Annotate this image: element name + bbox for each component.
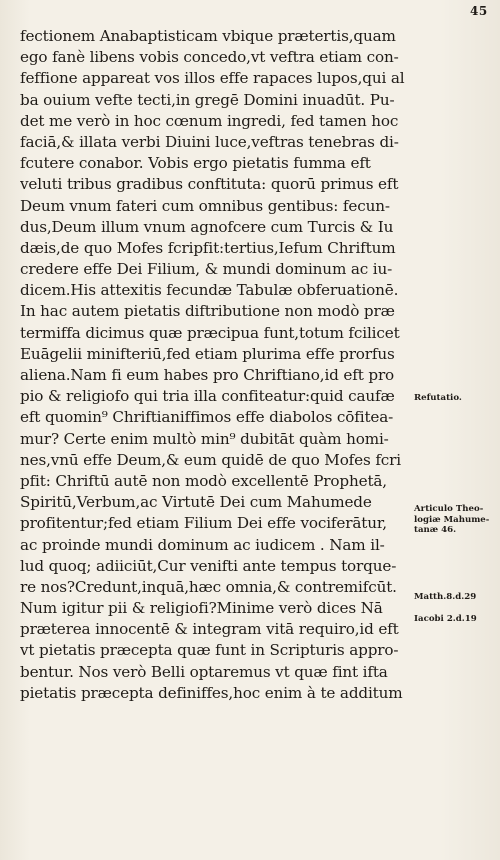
text-line: dicem.His attexitis fecundæ Tabulæ obferuationē. [20,281,399,300]
text-line: lud quoq; adiiciūt,Cur venifti ante tempus torque- [20,556,397,575]
text-line: nes,vnū effe Deum,& eum quidē de quo Mofes fcri [20,450,401,469]
text-line: veluti tribus gradibus conftituta: quorū primus eft [20,175,399,194]
text-line: profitentur;fed etiam Filium Dei effe vociferātur, [20,514,387,533]
main-text-block [20,26,408,704]
margin-note-line: Matth.8.d.29 [414,592,477,602]
text-line: Num igitur pii & religiofi?Minime verò dices Nā [20,599,383,618]
margin-note-line: tanæ 46. [414,525,457,535]
text-line: mur? Certe enim multò min⁹ dubitāt quàm homi- [20,429,389,448]
text-line: pietatis præcepta definiffes,hoc enim à te additum [20,683,403,702]
text-line: pfit: Chriftū autē non modò excellentē Prophetā, [20,471,387,490]
margin-note-matthew [414,592,476,603]
text-line: feffione appareat vos illos effe rapaces lupos,qui al [20,69,405,88]
margin-note-line: logiæ Mahume- [414,514,490,525]
text-line: pio & religiofo qui tria illa confiteatur:quid caufæ [20,387,395,406]
text-line: credere effe Dei Filium, & mundi dominum ac iu- [20,260,393,279]
text-line: re nos?Credunt,inquā,hæc omnia,& contremifcūt. [20,577,397,596]
page-number: 45 [470,4,488,18]
margin-note-line: Refutatio. [414,393,462,403]
text-line: In hac autem pietatis diftributione non modò præ [20,302,395,321]
text-line: ba ouium vefte tecti,in gregē Domini inuadūt. Pu- [20,90,395,109]
text-line: aliena.Nam fi eum habes pro Chriftiano,id eft pro [20,366,395,384]
text-line: ego fanè libens vobis concedo,vt veftra etiam con- [20,48,399,67]
text-line: Spiritū,Verbum,ac Virtutē Dei cum Mahumede [20,493,372,512]
text-line: eft quomin⁹ Chriftianiffimos effe diabolos cōfitea- [20,408,394,427]
margin-note-line: Iacobi 2.d.19 [414,614,477,624]
text-line: Deum vnum fateri cum omnibus gentibus: fecun- [20,196,390,215]
text-line: fectionem Anabaptisticam vbique prætertis,quam [20,27,396,45]
text-line: præterea innocentē & integram vitā requiro,id eft [20,620,399,639]
text-line: dæis,de quo Mofes fcripfit:tertius,Iefum Chriftum [20,238,396,257]
text-line: vt pietatis præcepta quæ funt in Scripturis appro- [20,641,399,660]
text-line: dus,Deum illum vnum agnofcere cum Turcis & Iu [20,217,394,236]
text-line: fcutere conabor. Vobis ergo pietatis fumma eft [20,154,371,173]
text-line: faciā,& illata verbi Diuini luce,veftras tenebras di- [20,132,399,151]
margin-note-refutatio [414,393,462,404]
text-line: ac proinde mundi dominum ac iudicem . Nam il- [20,535,385,554]
text-line: bentur. Nos verò Belli optaremus vt quæ fint ifta [20,662,388,681]
text-line: termiffa dicimus quæ præcipua funt,totum fcilicet [20,323,400,342]
text-line: Euāgelii minifteriū,fed etiam plurima effe prorfus [20,344,395,363]
margin-note-james [414,614,477,625]
text-line: det me verò in hoc cœnum ingredi, fed tamen hoc [20,111,399,130]
margin-note-articulo [414,504,489,536]
margin-note-line: Articulo Theo- [414,504,484,514]
